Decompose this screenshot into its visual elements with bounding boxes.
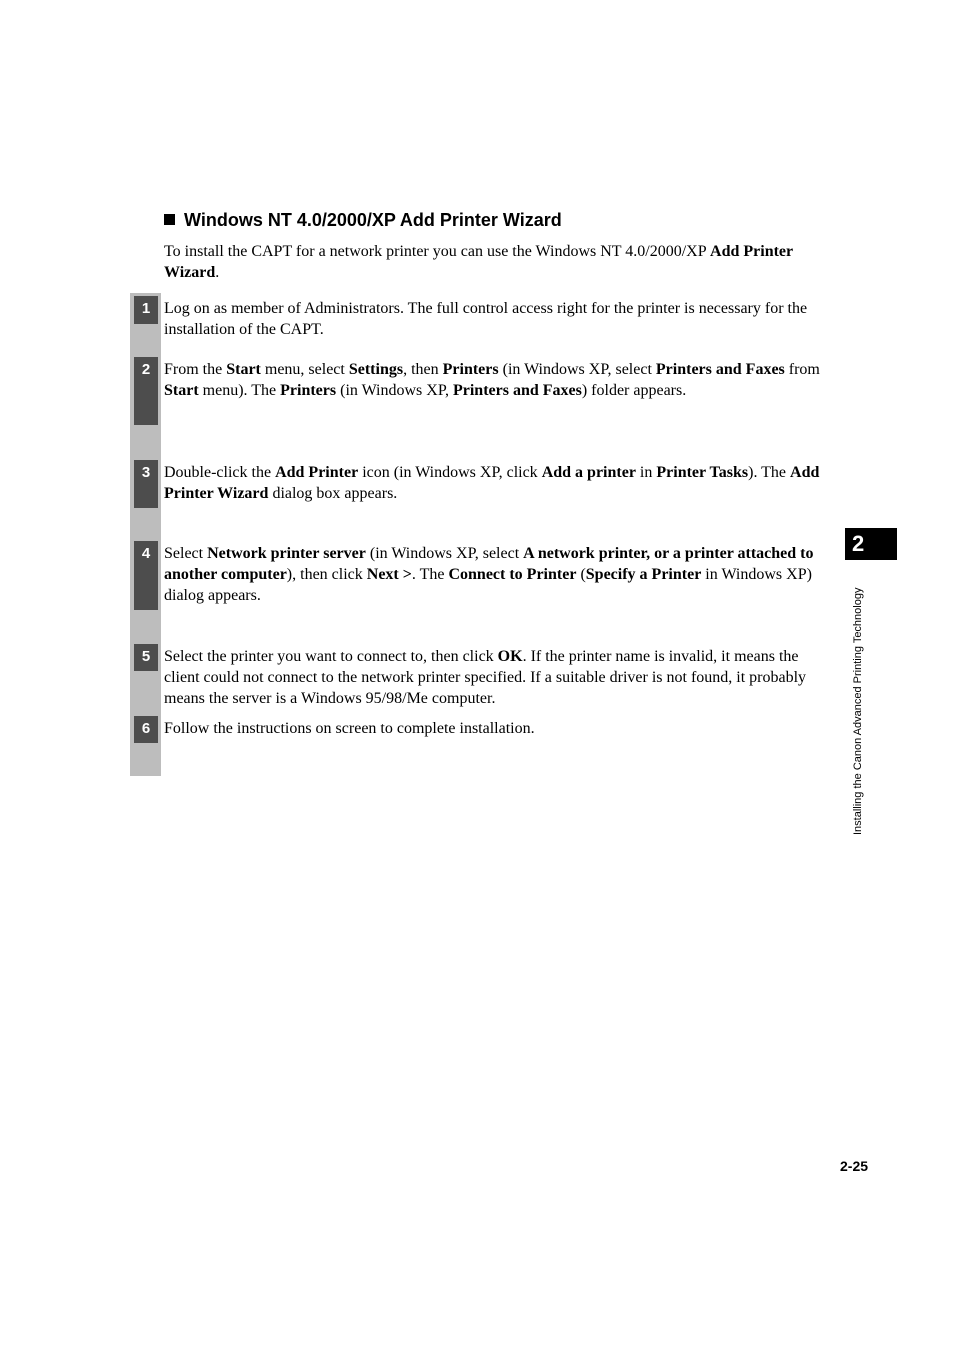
text-run: . The <box>411 566 449 583</box>
bold-text-run: OK <box>497 648 523 665</box>
page-number: 2-25 <box>840 1158 869 1174</box>
text-run: , then <box>403 361 443 378</box>
text-run: in Windows XP) dialog appears. <box>164 566 812 604</box>
step-4-text <box>164 543 824 606</box>
bold-text-run: Printers <box>442 361 499 378</box>
square-bullet-icon <box>164 214 175 225</box>
intro-text: To install the CAPT for a network printer you can use the Windows NT 4.0/2000/XP <box>164 243 711 260</box>
bold-text-run: Specify a Printer <box>585 566 702 583</box>
bold-text-run: Settings <box>348 361 404 378</box>
bold-text-run: Printers and Faxes <box>452 382 582 399</box>
bold-text-run: Start <box>226 361 261 378</box>
chapter-tab: 2 <box>845 528 897 560</box>
text-run: (in Windows XP, select <box>365 545 524 562</box>
step-2-marker: 2 <box>134 357 158 425</box>
step-5-text <box>164 646 824 709</box>
text-run: Follow the instructions on screen to complete installation. <box>164 720 535 737</box>
bold-text-run: A network printer, or a printer attached to another computer <box>164 545 814 583</box>
text-run: ) folder appears. <box>581 382 687 399</box>
step-5-marker: 5 <box>134 644 158 671</box>
text-run: (in Windows XP, select <box>498 361 656 378</box>
bold-text-run: Network printer server <box>207 545 366 562</box>
text-run: menu). The <box>198 382 281 399</box>
text-run: in <box>635 464 657 481</box>
text-run: Select the printer you want to connect to, then click <box>164 648 498 665</box>
section-heading-text: Windows NT 4.0/2000/XP Add Printer Wizard <box>184 210 562 230</box>
bold-text-run: Add Printer Wizard <box>164 464 820 502</box>
text-run: From the <box>164 361 227 378</box>
step-6-text <box>164 718 824 739</box>
intro-end: . <box>215 264 220 281</box>
bold-text-run: Printers and Faxes <box>655 361 785 378</box>
bold-text-run: Add Printer <box>275 464 359 481</box>
text-run: Select <box>164 545 208 562</box>
bold-text-run: Start <box>164 382 199 399</box>
section-heading <box>164 208 562 232</box>
intro-bold-text: Add Printer Wizard <box>164 243 793 281</box>
text-run: ). The <box>748 464 791 481</box>
text-run: Log on as member of Administrators. The full control access right for the printer is necessary for the installation of the CAPT. <box>164 300 808 338</box>
bold-text-run: Printers <box>280 382 337 399</box>
bold-text-run: Connect to Printer <box>448 566 577 583</box>
text-run: ( <box>576 566 586 583</box>
intro-paragraph <box>164 241 824 283</box>
text-run: dialog box appears. <box>268 485 398 502</box>
chapter-side-title: Installing the Canon Advanced Printing Technology <box>852 587 864 835</box>
step-6-marker: 6 <box>134 716 158 743</box>
bold-text-run: Next > <box>366 566 412 583</box>
text-run: . If the printer name is invalid, it means the client could not connect to the network printer specified. If a suitable driver is not found, it probably means the server is a Windows 95/98/Me computer. <box>164 648 807 707</box>
text-run: from <box>784 361 820 378</box>
text-run: Double-click the <box>164 464 276 481</box>
step-2-text <box>164 359 824 401</box>
bold-text-run: Printer Tasks <box>656 464 749 481</box>
step-1-marker: 1 <box>134 296 158 324</box>
step-3-marker: 3 <box>134 460 158 508</box>
text-run: icon (in Windows XP, click <box>358 464 542 481</box>
step-3-text <box>164 462 824 504</box>
bold-text-run: Add a printer <box>541 464 636 481</box>
step-4-marker: 4 <box>134 541 158 610</box>
text-run: menu, select <box>260 361 349 378</box>
text-run: (in Windows XP, <box>336 382 453 399</box>
text-run: ), then click <box>286 566 367 583</box>
step-1-text <box>164 298 824 340</box>
